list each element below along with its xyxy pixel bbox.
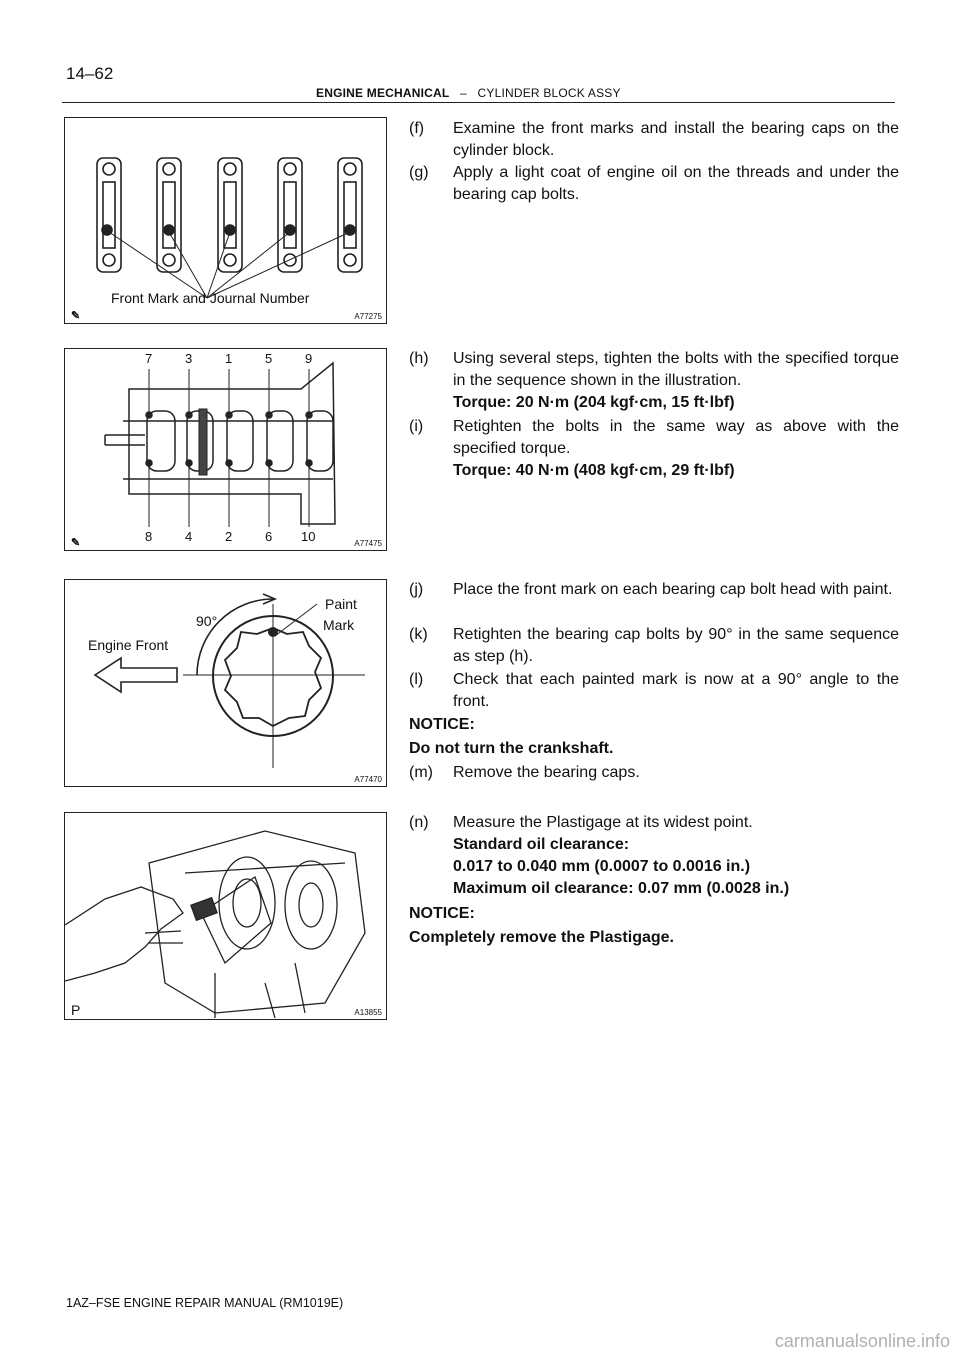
step-f <box>409 118 899 162</box>
bearing-cap-4 <box>278 158 302 272</box>
step-l <box>409 669 899 713</box>
crankshaft-measure-drawing <box>65 813 385 1018</box>
callout-engine-front: Engine Front <box>88 637 169 653</box>
page-number: 14–62 <box>66 64 114 83</box>
figure-paint-mark <box>64 579 387 787</box>
step-n-standard-label: Standard oil clearance: <box>453 836 630 853</box>
bearing-cap-5 <box>338 158 362 272</box>
step-m <box>409 762 899 784</box>
watermark: carmanualsonline.info <box>774 1331 950 1351</box>
step-i-text: Retighten the bolts in the same way as above with the specified torque. <box>453 418 899 457</box>
figure-mark: ✎ <box>71 537 81 549</box>
step-f-label: (f) <box>409 120 425 137</box>
step-i-label: (i) <box>409 418 424 435</box>
step-i <box>409 416 899 482</box>
notice-crankshaft-title: NOTICE: <box>409 716 475 733</box>
sequence-top-1: 7 <box>145 351 153 366</box>
bearing-cap-2 <box>157 158 181 272</box>
step-n-label: (n) <box>409 814 429 831</box>
page-header <box>316 86 621 100</box>
step-j <box>409 579 899 601</box>
step-h <box>409 348 899 414</box>
sequence-bottom-1: 8 <box>145 529 153 544</box>
step-h-torque: Torque: 20 N·m (204 kgf·cm, 15 ft·lbf) <box>453 394 735 411</box>
callout-leaders <box>109 232 350 298</box>
step-m-label: (m) <box>409 764 433 781</box>
step-k-text: Retighten the bearing cap bolts by 90° in the same sequence as step (h). <box>453 626 899 665</box>
step-k-label: (k) <box>409 626 428 643</box>
header-separator: – <box>460 86 467 100</box>
step-k <box>409 624 899 668</box>
figure-id: A13855 <box>354 1008 382 1017</box>
step-g <box>409 162 899 206</box>
notice-crankshaft-text: Do not turn the crankshaft. <box>409 740 614 757</box>
figure-id: A77475 <box>354 539 382 548</box>
callout-mark: Mark <box>323 617 355 633</box>
step-i-torque: Torque: 40 N·m (408 kgf·cm, 29 ft·lbf) <box>453 462 735 479</box>
footer-manual: 1AZ–FSE ENGINE REPAIR MANUAL (RM1019E) <box>66 1296 344 1310</box>
header-subsection: CYLINDER BLOCK ASSY <box>477 86 621 100</box>
figure-plastigage <box>64 812 387 1020</box>
sequence-bottom-3: 2 <box>225 529 233 544</box>
figure-mark: ✎ <box>71 310 81 322</box>
figure-bearing-caps <box>64 117 387 324</box>
step-j-label: (j) <box>409 581 424 598</box>
sequence-top-5: 9 <box>305 351 313 366</box>
figure-id: A77275 <box>354 312 382 321</box>
step-m-text: Remove the bearing caps. <box>453 764 640 781</box>
callout-paint: Paint <box>325 596 357 612</box>
sequence-top-2: 3 <box>185 351 193 366</box>
step-h-label: (h) <box>409 350 429 367</box>
notice-plastigage-text: Completely remove the Plastigage. <box>409 929 674 946</box>
sequence-top-3: 1 <box>225 351 233 366</box>
sequence-bottom-5: 10 <box>301 529 316 544</box>
figure-tightening-sequence <box>64 348 387 551</box>
step-n <box>409 812 899 900</box>
step-g-label: (g) <box>409 164 429 181</box>
callout-angle: 90° <box>196 613 218 629</box>
sequence-top-4: 5 <box>265 351 273 366</box>
bearing-cap-1 <box>97 158 121 272</box>
header-section: ENGINE MECHANICAL <box>316 86 450 100</box>
sequence-bottom-2: 4 <box>185 529 193 544</box>
callout-front-mark: Front Mark and Journal Number <box>111 290 310 306</box>
step-l-text: Check that each painted mark is now at a 90° angle to the front. <box>453 671 899 710</box>
sequence-bottom-4: 6 <box>265 529 273 544</box>
figure-id: A77470 <box>354 775 382 784</box>
step-g-text: Apply a light coat of engine oil on the threads and under the bearing cap bolts. <box>453 164 899 203</box>
step-h-text: Using several steps, tighten the bolts with the specified torque in the sequence shown in the illustration. <box>453 350 899 389</box>
figure-mark: P <box>71 1002 81 1018</box>
step-j-text: Place the front mark on each bearing cap bolt head with paint. <box>453 581 893 598</box>
step-n-standard-value: 0.017 to 0.040 mm (0.0007 to 0.0016 in.) <box>453 858 751 875</box>
step-l-label: (l) <box>409 671 424 688</box>
step-n-text: Measure the Plastigage at its widest point. <box>453 814 753 831</box>
notice-plastigage-title: NOTICE: <box>409 905 475 922</box>
step-n-maximum: Maximum oil clearance: 0.07 mm (0.0028 in.) <box>453 880 790 897</box>
cylinder-block-drawing <box>65 349 385 549</box>
header-rule <box>62 102 895 103</box>
step-f-text: Examine the front marks and install the bearing caps on the cylinder block. <box>453 120 899 159</box>
